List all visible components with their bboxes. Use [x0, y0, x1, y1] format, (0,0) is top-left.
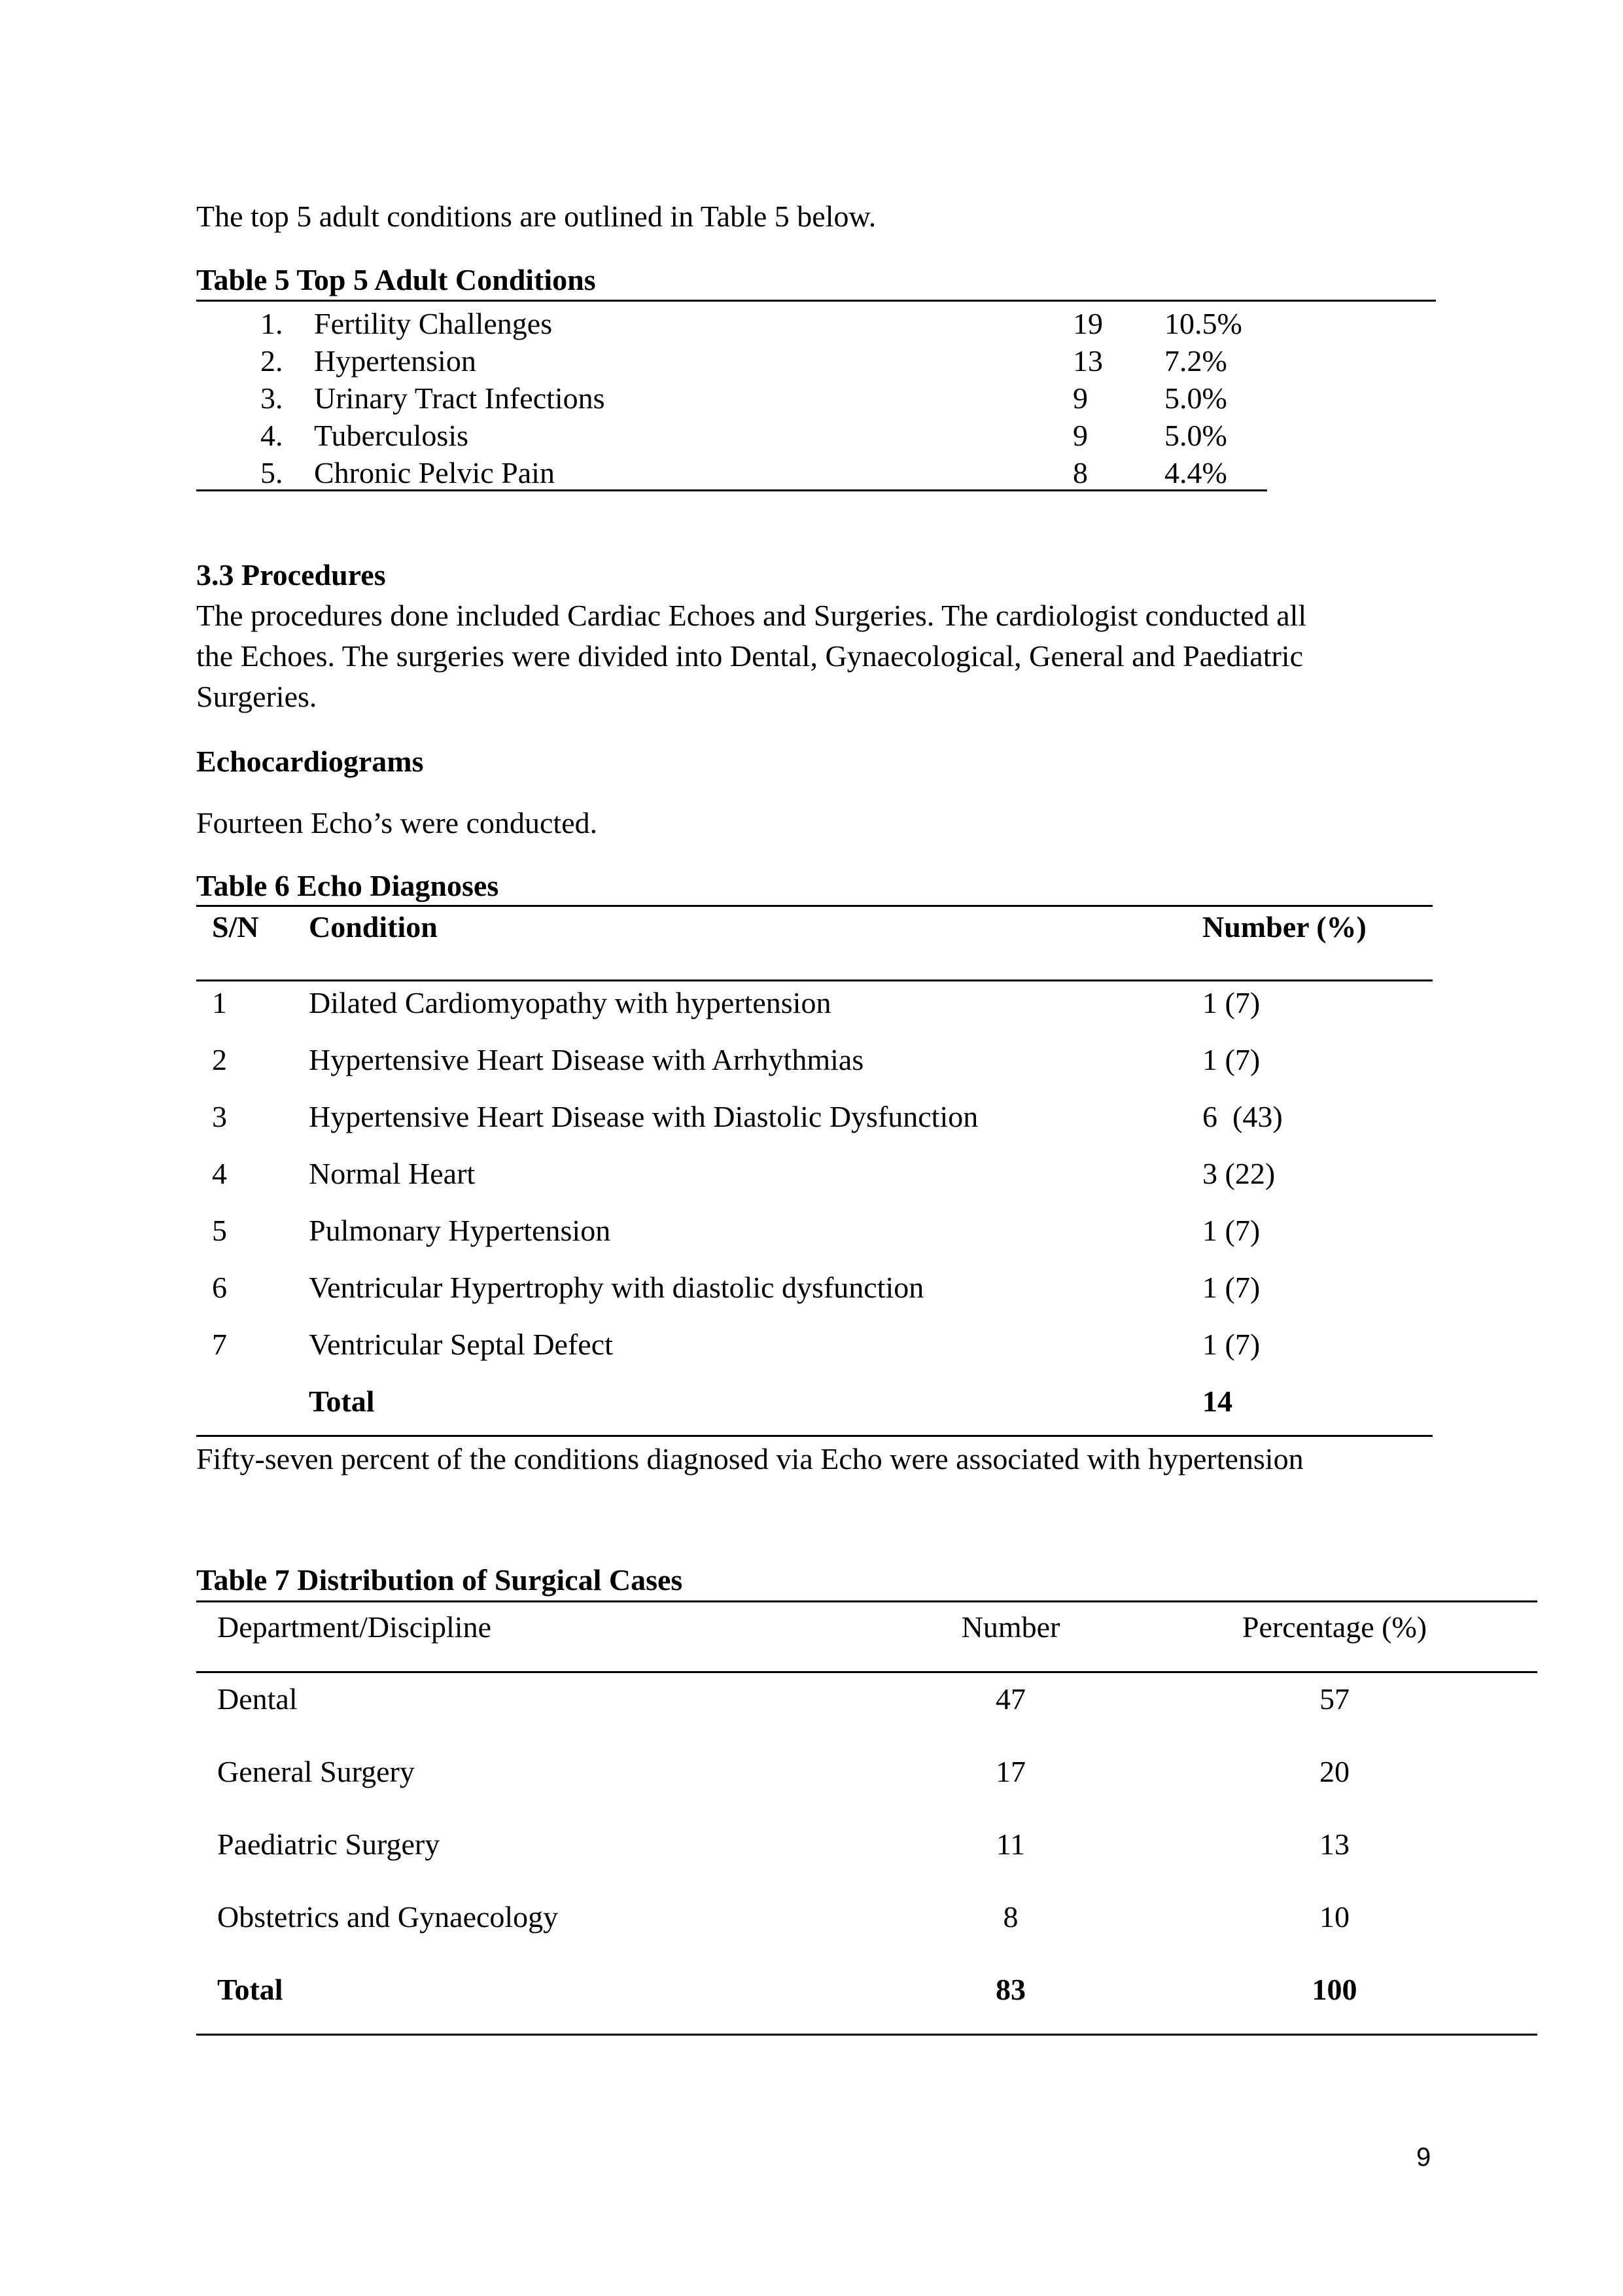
condition: Hypertension: [314, 344, 476, 378]
table7-top-rule: [196, 1600, 1537, 1602]
number: 17: [996, 1755, 1026, 1788]
number: 6 (43): [1202, 1100, 1283, 1133]
procedures-line-3: Surgeries.: [196, 680, 317, 713]
table5-top-rule: [196, 300, 1436, 302]
sn: 5: [212, 1214, 227, 1247]
percentage: 13: [1319, 1828, 1350, 1861]
condition: Fertility Challenges: [314, 307, 553, 340]
condition: Pulmonary Hypertension: [309, 1214, 611, 1247]
intro-text: The top 5 adult conditions are outlined in Table 5 below.: [196, 200, 877, 233]
sn: 4: [212, 1157, 227, 1190]
row-number: 5.: [260, 456, 283, 489]
percentage: 4.4%: [1164, 456, 1227, 489]
condition: Normal Heart: [309, 1157, 476, 1190]
percentage: 10.5%: [1164, 307, 1242, 340]
header-percentage: Percentage (%): [1242, 1610, 1427, 1644]
number: 1 (7): [1202, 1271, 1261, 1304]
echo-heading: Echocardiograms: [196, 745, 424, 778]
table5-caption: Table 5 Top 5 Adult Conditions: [196, 263, 596, 296]
total-label: Total: [309, 1385, 375, 1418]
table7-header-rule: [196, 1671, 1537, 1673]
department: Paediatric Surgery: [217, 1828, 440, 1861]
number: 1 (7): [1202, 1328, 1261, 1361]
number: 1 (7): [1202, 1214, 1261, 1247]
condition: Ventricular Hypertrophy with diastolic dysfunction: [309, 1271, 924, 1304]
number: 8: [1003, 1900, 1019, 1934]
sn: 2: [212, 1043, 227, 1076]
percentage: 20: [1319, 1755, 1350, 1788]
sn: 7: [212, 1328, 227, 1361]
condition: Ventricular Septal Defect: [309, 1328, 613, 1361]
sn: 6: [212, 1271, 227, 1304]
condition: Tuberculosis: [314, 419, 468, 452]
sn: 3: [212, 1100, 227, 1133]
department: General Surgery: [217, 1755, 415, 1788]
condition: Urinary Tract Infections: [314, 381, 605, 415]
count: 8: [1073, 456, 1088, 489]
number: 3 (22): [1202, 1157, 1276, 1190]
procedures-line-1: The procedures done included Cardiac Echoes and Surgeries. The cardiologist conducted all: [196, 599, 1307, 632]
header-dept: Department/Discipline: [217, 1610, 491, 1644]
percentage: 5.0%: [1164, 381, 1227, 415]
percentage: 5.0%: [1164, 419, 1227, 452]
count: 9: [1073, 419, 1088, 452]
procedures-line-2: the Echoes. The surgeries were divided into Dental, Gynaecological, General and Paediatric: [196, 639, 1304, 673]
header-condition: Condition: [309, 910, 438, 944]
department: Obstetrics and Gynaecology: [217, 1900, 559, 1934]
page-number: 9: [1416, 2143, 1431, 2172]
number: 1 (7): [1202, 986, 1261, 1019]
row-number: 4.: [260, 419, 283, 452]
condition: Chronic Pelvic Pain: [314, 456, 555, 489]
total-number: 83: [996, 1973, 1026, 2006]
table6-bottom-rule: [196, 1435, 1433, 1437]
total-label: Total: [217, 1973, 283, 2006]
number: 47: [996, 1682, 1026, 1716]
number: 1 (7): [1202, 1043, 1261, 1076]
count: 19: [1073, 307, 1103, 340]
percentage: 57: [1319, 1682, 1350, 1716]
condition: Hypertensive Heart Disease with Diastolic Dysfunction: [309, 1100, 979, 1133]
table7-bottom-rule: [196, 2034, 1537, 2036]
total-value: 14: [1202, 1385, 1232, 1418]
row-number: 2.: [260, 344, 283, 378]
header-sn: S/N: [212, 910, 259, 944]
echo-text: Fourteen Echo’s were conducted.: [196, 806, 598, 839]
table5-bottom-rule: [196, 489, 1267, 491]
number: 11: [996, 1828, 1026, 1861]
table6-header-rule: [196, 980, 1433, 981]
table6-note: Fifty-seven percent of the conditions diagnosed via Echo were associated with hypertension: [196, 1442, 1304, 1475]
row-number: 3.: [260, 381, 283, 415]
row-number: 1.: [260, 307, 283, 340]
total-percentage: 100: [1312, 1973, 1357, 2006]
table7-caption: Table 7 Distribution of Surgical Cases: [196, 1563, 683, 1597]
procedures-heading: 3.3 Procedures: [196, 558, 386, 592]
header-number: Number: [961, 1610, 1060, 1644]
table6-caption: Table 6 Echo Diagnoses: [196, 869, 499, 902]
count: 13: [1073, 344, 1103, 378]
condition: Hypertensive Heart Disease with Arrhythmias: [309, 1043, 864, 1076]
department: Dental: [217, 1682, 298, 1716]
percentage: 7.2%: [1164, 344, 1227, 378]
percentage: 10: [1319, 1900, 1350, 1934]
count: 9: [1073, 381, 1088, 415]
condition: Dilated Cardiomyopathy with hypertension: [309, 986, 831, 1019]
sn: 1: [212, 986, 227, 1019]
header-number: Number (%): [1202, 910, 1367, 944]
